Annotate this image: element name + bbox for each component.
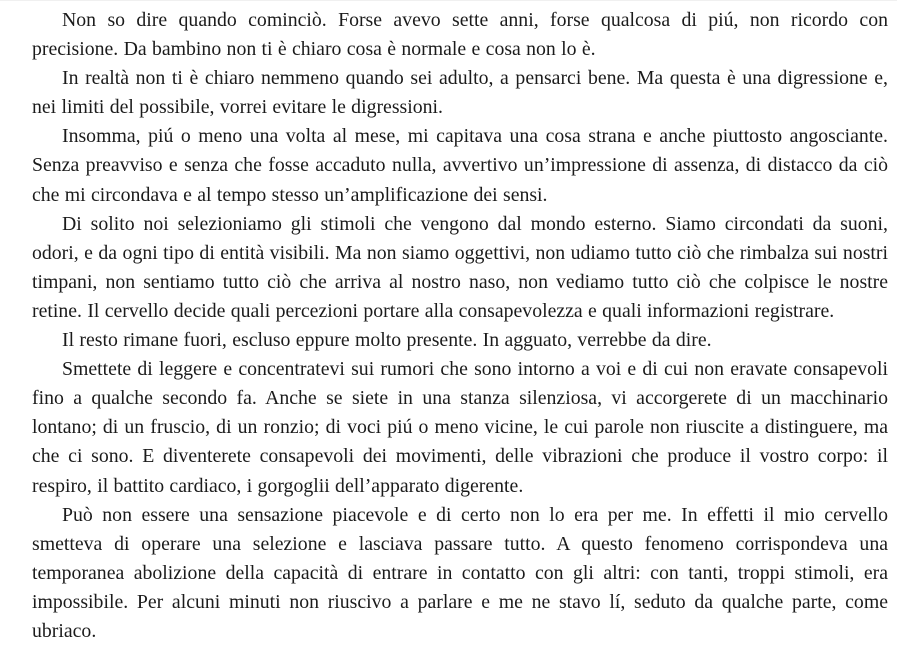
book-page	[0, 1, 897, 664]
paragraph-4: Di solito noi selezioniamo gli stimoli che vengono dal mondo esterno. Siamo circondati da suoni, odori, e da ogni tipo di entità visibili. Ma non siamo oggettivi, non udiamo tutto ciò che rimbalza sui nostri timpani, non sentiamo tutto ciò che arriva al nostro naso, non vediamo tutto ciò che colpisce le nostre retine. Il cervello decide quali percezioni portare alla consapevolezza e quali informazioni registrare.	[32, 212, 888, 322]
paragraph-7: Può non essere una sensazione piacevole e di certo non lo era per me. In effetti il mio cervello smetteva di operare una selezione e lasciava passare tutto. A questo fenomeno corrispondeva una temporanea abolizione della capacità di entrare in contatto con gli altri: con tanti, troppi stimoli, era impossibile. Per alcuni minuti non riuscivo a parlare e me ne stavo lí, seduto da qualche parte, come ubriaco.	[32, 503, 888, 642]
paragraph-6: Smettete di leggere e concentratevi sui rumori che sono intorno a voi e di cui non eravate consapevoli fino a qualche secondo fa. Anche se siete in una stanza silenziosa, vi accorgerete di un macchinario lontano; di un fruscio, di un ronzio; di voci piú o meno vicine, le cui parole non riuscite a distinguere, ma che ci sono. E diventerete consapevoli dei movimenti, delle vibrazioni che produce il vostro corpo: il respiro, il battito cardiaco, i gorgoglii dell’apparato digerente.	[32, 358, 888, 497]
paragraph-3: Insomma, piú o meno una volta al mese, mi capitava una cosa strana e anche piuttosto angosciante. Senza preavviso e senza che fosse accaduto nulla, avvertivo un’impressione di assenza, di distacco da ciò che mi circondava e al tempo stesso un’amplificazione dei sensi.	[32, 125, 888, 206]
paragraph-2: In realtà non ti è chiaro nemmeno quando sei adulto, a pensarci bene. Ma questa è una digressione e, nei limiti del possibile, vorrei evitare le digressioni.	[32, 67, 888, 119]
paragraph-1: Non so dire quando cominciò. Forse avevo sette anni, forse qualcosa di piú, non ricordo con precisione. Da bambino non ti è chiaro cosa è normale e cosa non lo è.	[32, 9, 888, 61]
paragraph-5: Il resto rimane fuori, escluso eppure molto presente. In agguato, verrebbe da dire.	[62, 329, 712, 352]
